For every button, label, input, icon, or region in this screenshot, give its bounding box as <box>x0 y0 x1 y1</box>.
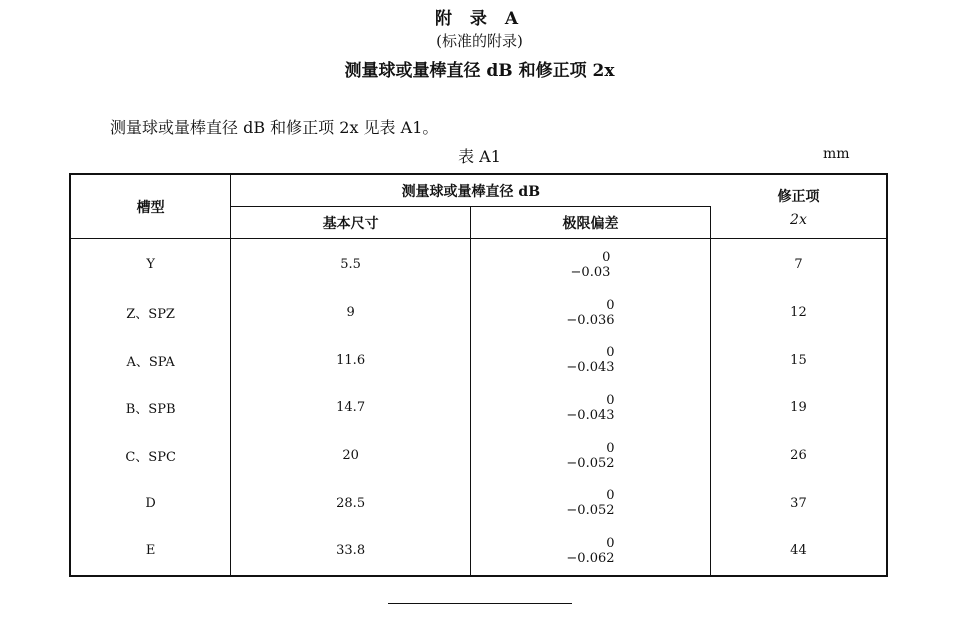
cell-correction: 15 <box>790 352 807 368</box>
cell-groove: C、SPC <box>70 432 231 480</box>
deviation-lower: −0.03 <box>570 264 611 280</box>
header-correction <box>710 174 887 239</box>
cell-correction: 19 <box>790 400 807 416</box>
table-caption: 表 A1 <box>458 147 501 166</box>
cell-basic: 33.8 <box>231 527 471 576</box>
deviation-upper: 0 <box>602 249 611 265</box>
spec-table <box>69 173 888 577</box>
cell-deviation <box>471 239 711 289</box>
cell-correction: 7 <box>794 257 803 273</box>
cell-deviation <box>471 479 711 527</box>
cell-groove: B、SPB <box>70 384 231 432</box>
cell-basic: 28.5 <box>231 479 471 527</box>
deviation-upper: 0 <box>606 535 615 551</box>
cell-deviation <box>471 384 711 432</box>
cell-groove: Z、SPZ <box>70 289 231 337</box>
header-correction-label: 修正项 <box>777 188 820 205</box>
end-rule-divider <box>388 603 572 604</box>
cell-correction: 12 <box>790 305 807 321</box>
table-row <box>70 432 887 480</box>
cell-groove: A、SPA <box>70 336 231 384</box>
table-row <box>70 289 887 337</box>
appendix-topic: 测量球或量棒直径 dB 和修正项 2x <box>344 61 615 81</box>
cell-basic: 14.7 <box>231 384 471 432</box>
header-deviation: 极限偏差 <box>471 207 711 239</box>
cell-deviation <box>471 432 711 480</box>
cell-groove: Y <box>70 239 231 289</box>
cell-groove: E <box>70 527 231 576</box>
header-groove: 槽型 <box>70 174 231 239</box>
appendix-title: 附 录 A <box>434 9 525 29</box>
deviation-lower: −0.043 <box>566 360 615 376</box>
cell-deviation <box>471 289 711 337</box>
deviation-lower: −0.036 <box>566 312 615 328</box>
table-unit: mm <box>823 146 850 162</box>
cell-correction: 44 <box>790 543 807 559</box>
cell-deviation <box>471 527 711 576</box>
deviation-upper: 0 <box>606 440 615 456</box>
deviation-lower: −0.052 <box>566 503 615 519</box>
table-row <box>70 479 887 527</box>
intro-paragraph: 测量球或量棒直径 dB 和修正项 2x 见表 A1。 <box>110 118 439 137</box>
deviation-lower: −0.043 <box>566 407 615 423</box>
header-correction-symbol: 2x <box>790 211 807 228</box>
cell-groove: D <box>70 479 231 527</box>
table-row <box>70 384 887 432</box>
deviation-upper: 0 <box>606 392 615 408</box>
cell-basic: 9 <box>231 289 471 337</box>
header-basic-size: 基本尺寸 <box>231 207 471 239</box>
header-diameter: 测量球或量棒直径 dB <box>231 174 711 207</box>
deviation-lower: −0.062 <box>566 550 615 566</box>
deviation-lower: −0.052 <box>566 455 615 471</box>
appendix-subtitle: (标准的附录) <box>436 32 523 50</box>
table-row <box>70 336 887 384</box>
cell-deviation <box>471 336 711 384</box>
cell-correction: 26 <box>790 448 807 464</box>
cell-basic: 20 <box>231 432 471 480</box>
deviation-upper: 0 <box>606 345 615 361</box>
deviation-upper: 0 <box>606 488 615 504</box>
table-row <box>70 527 887 576</box>
cell-basic: 5.5 <box>231 239 471 289</box>
deviation-upper: 0 <box>606 297 615 313</box>
cell-correction: 37 <box>790 495 807 511</box>
cell-basic: 11.6 <box>231 336 471 384</box>
table-row <box>70 239 887 289</box>
